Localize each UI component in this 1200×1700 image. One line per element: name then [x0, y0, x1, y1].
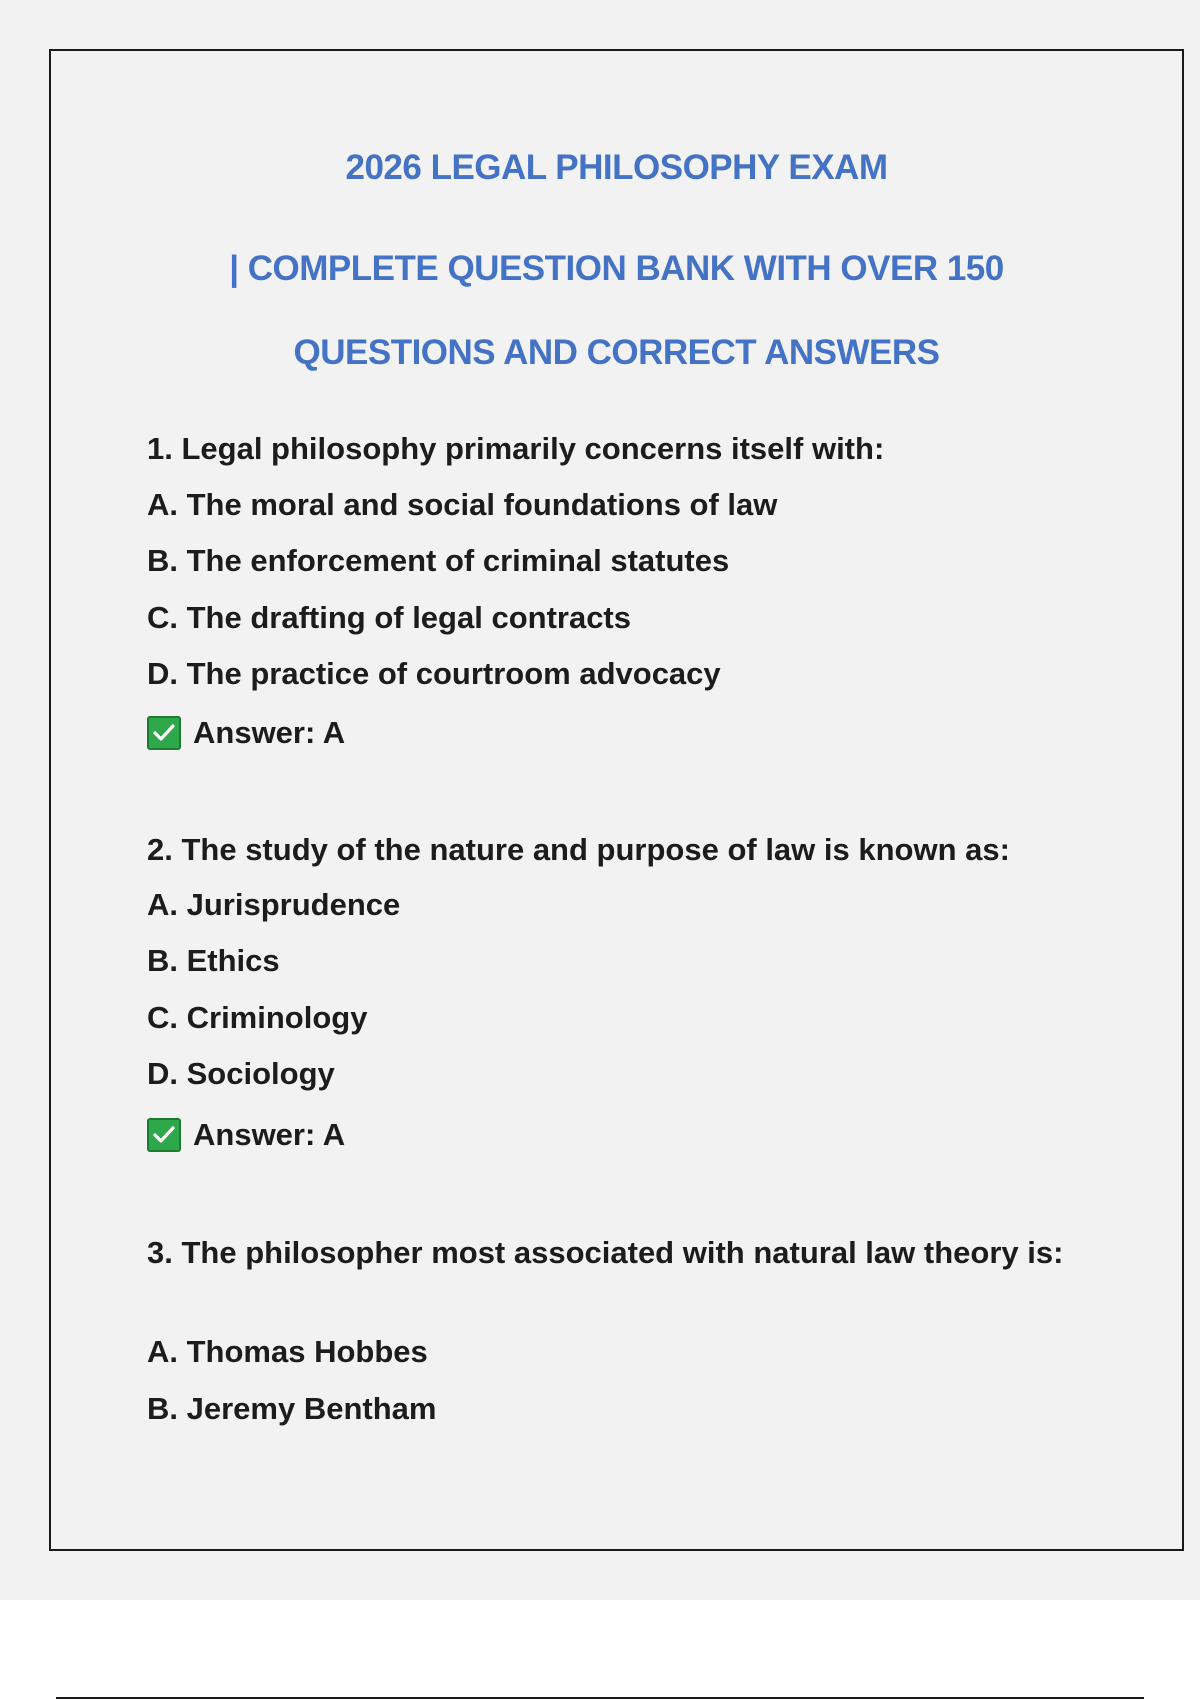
- question-3-option-b: B. Jeremy Bentham: [147, 1391, 437, 1426]
- question-2-prompt: 2. The study of the nature and purpose of law is known as:: [147, 832, 1010, 867]
- question-3-prompt: 3. The philosopher most associated with natural law theory is:: [147, 1235, 1064, 1270]
- question-1-option-c: C. The drafting of legal contracts: [147, 600, 631, 635]
- check-mark-icon: [147, 716, 181, 750]
- question-3-option-a: A. Thomas Hobbes: [147, 1334, 428, 1369]
- footer-divider: [56, 1697, 1144, 1699]
- question-1-answer: [147, 715, 345, 751]
- question-1-answer-text: Answer: A: [193, 715, 346, 750]
- doc-title-line-1: 2026 LEGAL PHILOSOPHY EXAM: [345, 148, 888, 187]
- question-1-option-a: A. The moral and social foundations of law: [147, 487, 778, 522]
- check-mark-icon: [147, 1118, 181, 1152]
- question-2-answer-text: Answer: A: [193, 1117, 346, 1152]
- question-2-answer: [147, 1117, 345, 1153]
- question-2-option-d: D. Sociology: [147, 1056, 335, 1091]
- doc-title-line-2: | COMPLETE QUESTION BANK WITH OVER 150: [229, 249, 1004, 288]
- question-2-option-a: A. Jurisprudence: [147, 887, 401, 922]
- question-1-option-b: B. The enforcement of criminal statutes: [147, 543, 730, 578]
- document-frame: [49, 49, 1184, 1551]
- question-1-option-d: D. The practice of courtroom advocacy: [147, 656, 721, 691]
- question-2-option-b: B. Ethics: [147, 943, 280, 978]
- question-1-prompt: 1. Legal philosophy primarily concerns itself with:: [147, 431, 885, 466]
- question-2-option-c: C. Criminology: [147, 1000, 368, 1035]
- doc-title-line-3: QUESTIONS AND CORRECT ANSWERS: [293, 333, 940, 372]
